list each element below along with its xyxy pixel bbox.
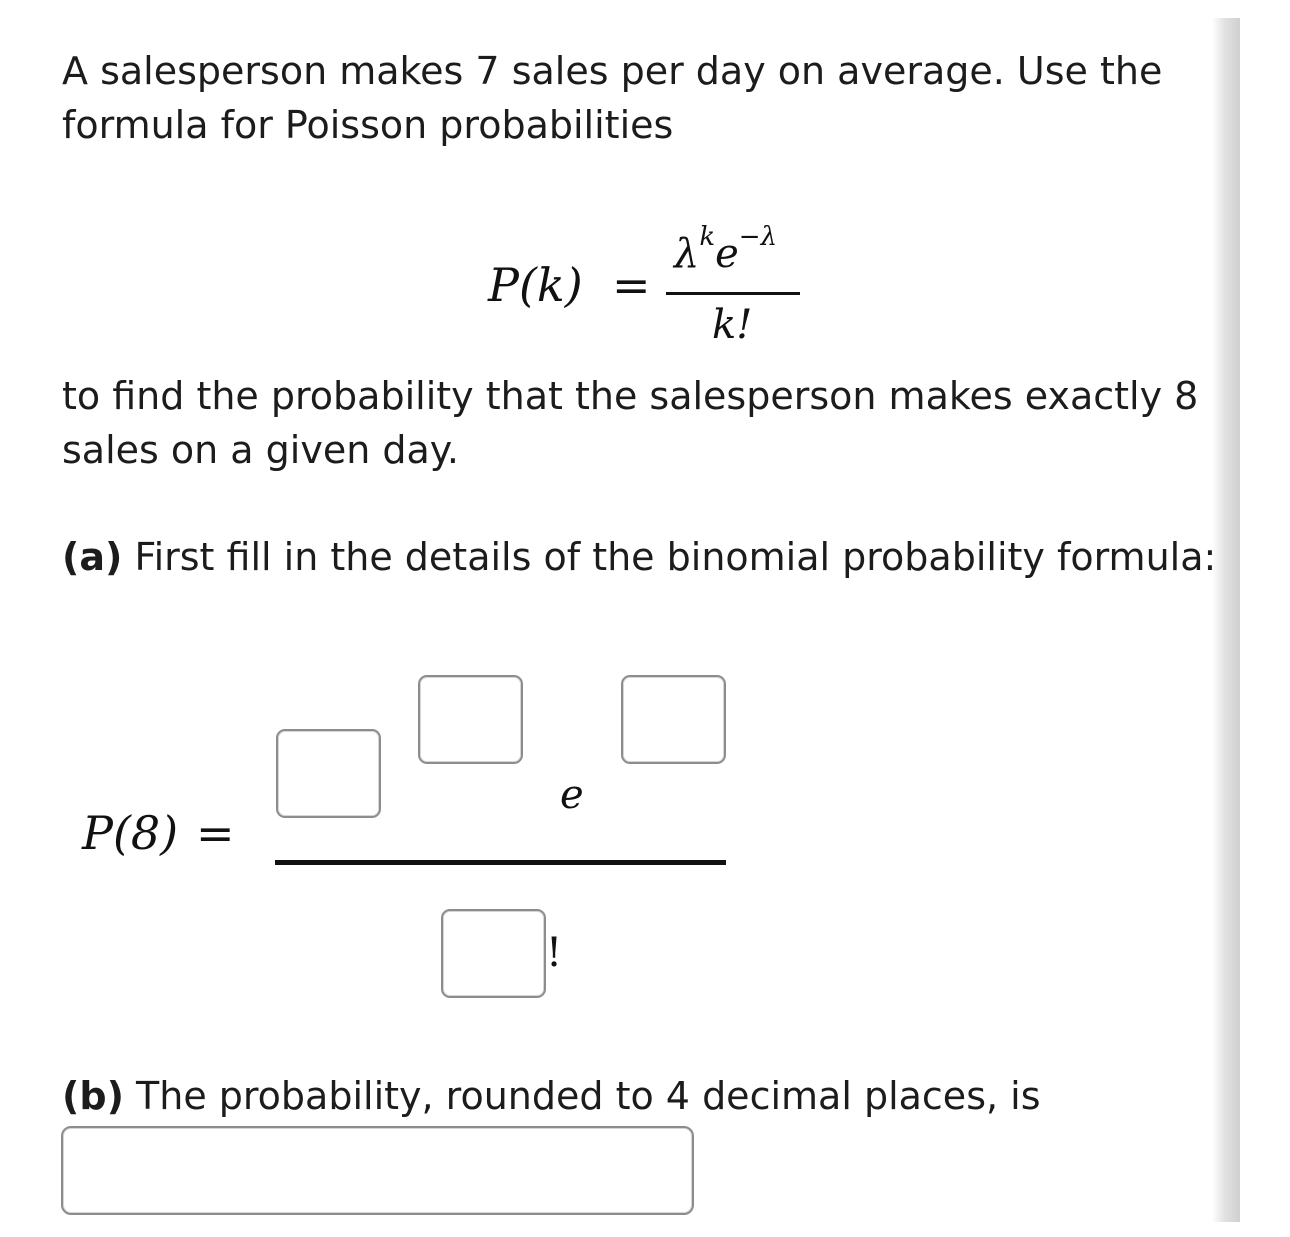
p8-equals: = xyxy=(196,806,235,860)
part-b-text: The probability, rounded to 4 decimal places, is xyxy=(123,1074,1041,1118)
probability-answer-input[interactable] xyxy=(61,1126,694,1215)
lambda-input[interactable] xyxy=(276,729,381,818)
part-a-label: (a) xyxy=(62,535,123,579)
problem-instruction: to find the probability that the salesperson makes exactly 8 sales on a given day. xyxy=(62,374,1199,472)
factorial-input[interactable] xyxy=(441,909,546,998)
lambda-exponent-input[interactable] xyxy=(418,675,523,764)
fraction-bar xyxy=(275,860,726,865)
formula-lhs: P(k) xyxy=(488,258,583,312)
part-a-text: First fill in the details of the binomial probability formula: xyxy=(122,535,1217,579)
neg-lambda-exponent: −λ xyxy=(738,222,778,252)
formula-fraction-bar xyxy=(666,292,800,295)
k-exponent: k xyxy=(699,222,716,252)
e-base: e xyxy=(560,772,584,818)
e-exponent-input[interactable] xyxy=(621,675,726,764)
lambda-symbol: λ xyxy=(674,231,700,277)
scrollbar-edge xyxy=(1212,18,1240,1222)
part-a-prompt xyxy=(62,530,1222,584)
formula-equals: = xyxy=(612,258,651,312)
part-b-prompt xyxy=(62,1069,1222,1123)
formula-denominator: k! xyxy=(712,302,753,348)
formula-numerator xyxy=(674,222,777,277)
factorial-symbol: ! xyxy=(546,930,563,976)
p8-lhs: P(8) xyxy=(82,806,179,860)
part-b-label: (b) xyxy=(62,1074,124,1118)
problem-intro: A salesperson makes 7 sales per day on average. Use the formula for Poisson probabilities xyxy=(62,49,1163,147)
e-symbol: e xyxy=(715,231,739,277)
